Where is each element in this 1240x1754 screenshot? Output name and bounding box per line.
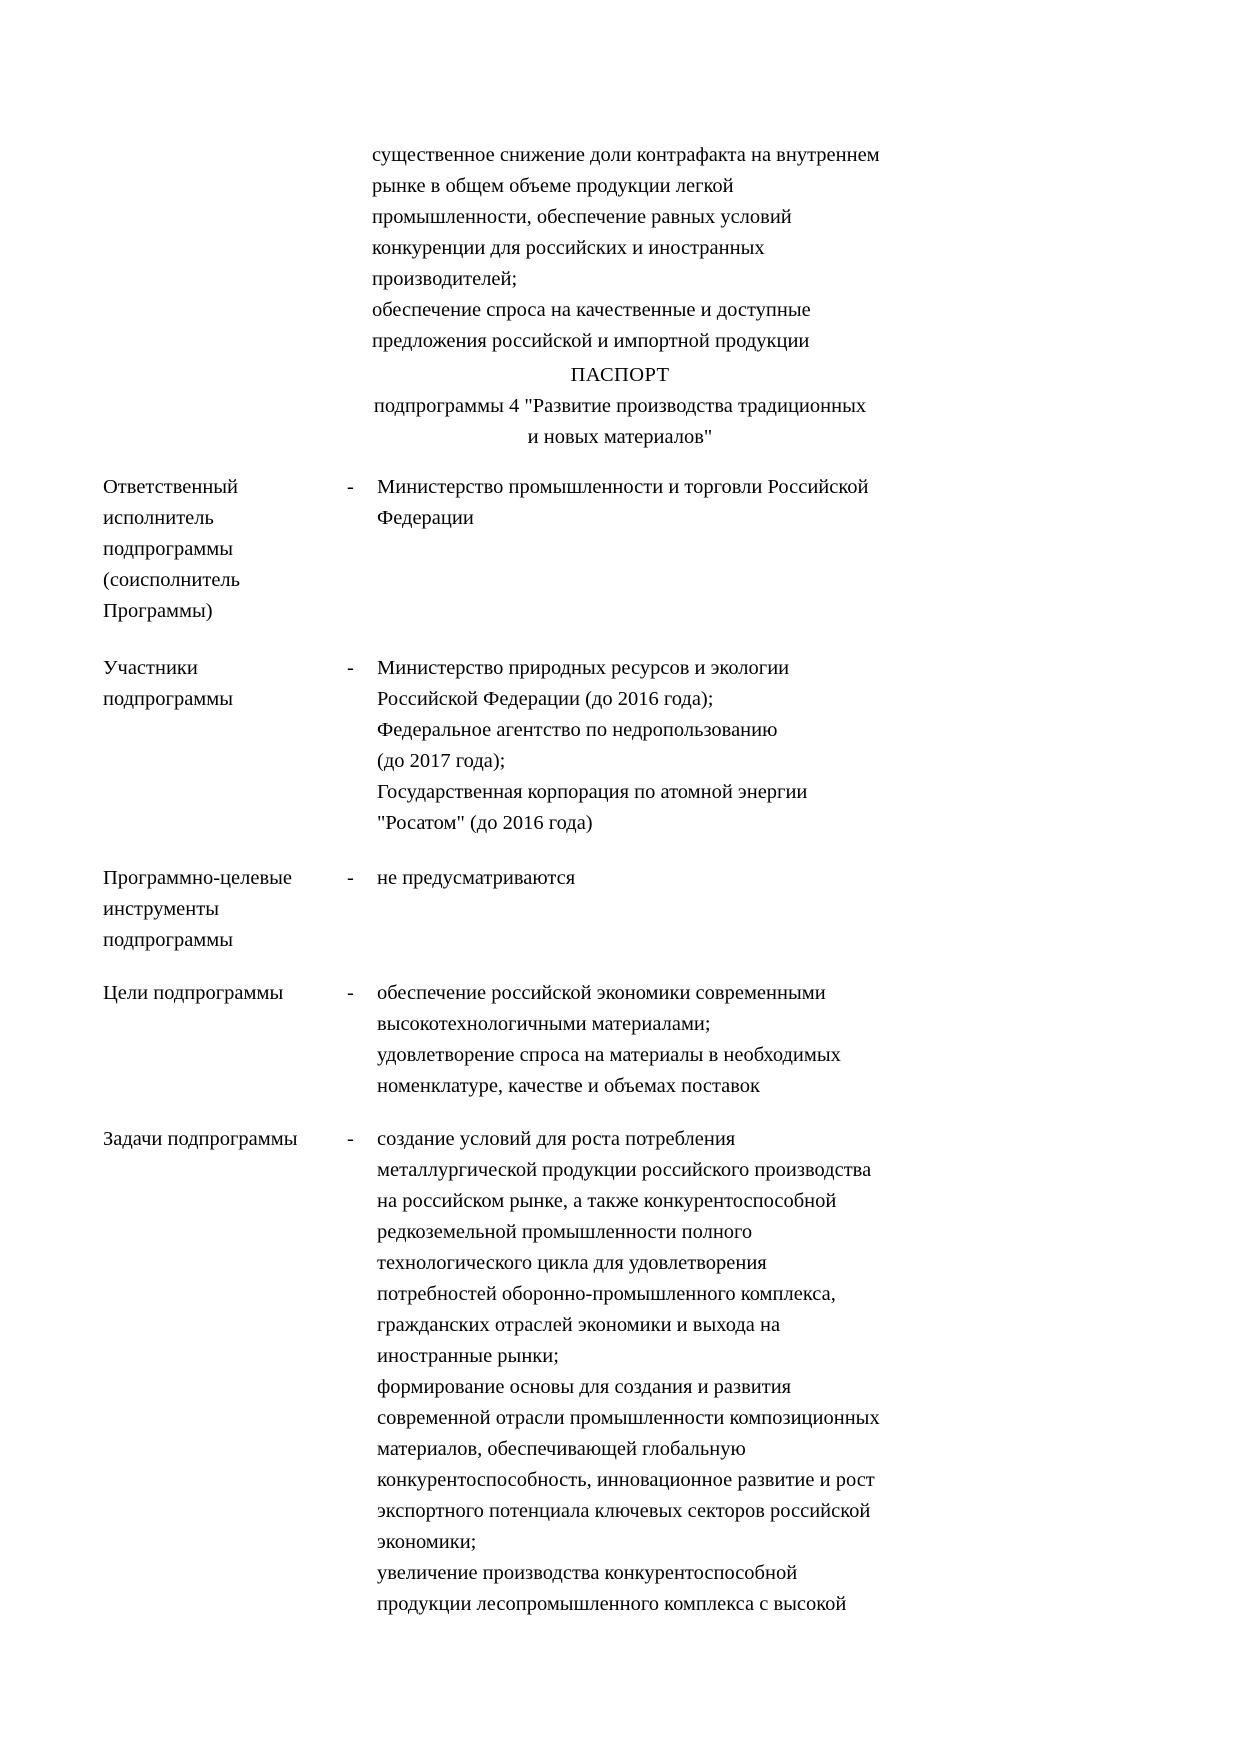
label-line: подпрограммы bbox=[103, 688, 234, 710]
value-line: гражданских отраслей экономики и выхода на bbox=[377, 1314, 781, 1336]
label-line: (соисполнитель bbox=[103, 569, 241, 591]
row-value-goals bbox=[377, 978, 1240, 1102]
label-line: Участники bbox=[103, 657, 198, 679]
label-line: подпрограммы bbox=[103, 538, 234, 560]
value-line: технологического цикла для удовлетворения bbox=[377, 1252, 767, 1274]
row-value-participants bbox=[377, 653, 1240, 839]
value-line: обеспечение российской экономики современными bbox=[377, 982, 826, 1004]
value-line: металлургической продукции российского производства bbox=[377, 1159, 872, 1181]
row-label-goals bbox=[103, 978, 343, 1009]
row-dash-separator: - bbox=[347, 657, 354, 679]
value-line: материалов, обеспечивающей глобальную bbox=[377, 1438, 746, 1460]
value-line: номенклатуре, качестве и объемах поставок bbox=[377, 1075, 761, 1097]
intro-line: рынке в общем объеме продукции легкой bbox=[372, 175, 734, 197]
passport-row-tasks bbox=[0, 1124, 1240, 1620]
value-line: высокотехнологичными материалами; bbox=[377, 1013, 711, 1035]
value-line: формирование основы для создания и развития bbox=[377, 1376, 792, 1398]
value-line: Федерации bbox=[377, 507, 474, 529]
passport-row-participants bbox=[0, 653, 1240, 839]
value-line: конкурентоспособность, инновационное развитие и рост bbox=[377, 1469, 875, 1491]
passport-title-block bbox=[0, 360, 1240, 453]
value-line: Министерство природных ресурсов и экологии bbox=[377, 657, 790, 679]
row-label-tasks bbox=[103, 1124, 343, 1155]
label-line: инструменты bbox=[103, 898, 219, 920]
row-dash-separator: - bbox=[347, 1128, 354, 1150]
row-label-responsible-executor bbox=[103, 472, 343, 627]
label-line: подпрограммы bbox=[103, 929, 234, 951]
value-line: увеличение производства конкурентоспособной bbox=[377, 1562, 798, 1584]
row-label-program-target-instruments bbox=[103, 863, 343, 956]
value-line: иностранные рынки; bbox=[377, 1345, 559, 1367]
row-label-participants bbox=[103, 653, 343, 715]
intro-line: промышленности, обеспечение равных условий bbox=[372, 206, 792, 228]
value-line: удовлетворение спроса на материалы в необходимых bbox=[377, 1044, 841, 1066]
intro-line: обеспечение спроса на качественные и доступные bbox=[372, 299, 811, 321]
label-line: Программы) bbox=[103, 600, 213, 622]
label-line: Цели подпрограммы bbox=[103, 982, 284, 1004]
row-dash-separator: - bbox=[347, 982, 354, 1004]
passport-row-goals bbox=[0, 978, 1240, 1102]
value-line: потребностей оборонно-промышленного комплекса, bbox=[377, 1283, 836, 1305]
intro-line: предложения российской и импортной продукции bbox=[372, 330, 810, 352]
page-title: ПАСПОРТ bbox=[570, 364, 670, 386]
intro-line: производителей; bbox=[372, 268, 518, 290]
value-line: современной отрасли промышленности композиционных bbox=[377, 1407, 880, 1429]
page-subtitle-line-1: подпрограммы 4 "Развитие производства традиционных bbox=[373, 395, 867, 417]
label-line: Задачи подпрограммы bbox=[103, 1128, 298, 1150]
value-line: не предусматриваются bbox=[377, 867, 576, 889]
label-line: Программно-целевые bbox=[103, 867, 293, 889]
value-line: продукции лесопромышленного комплекса с высокой bbox=[377, 1593, 847, 1615]
intro-paragraph bbox=[372, 140, 972, 357]
row-value-program-target-instruments bbox=[377, 863, 1240, 894]
passport-row-program-target-instruments bbox=[0, 863, 1240, 956]
value-line: "Росатом" (до 2016 года) bbox=[377, 812, 593, 834]
row-dash-separator: - bbox=[347, 867, 354, 889]
label-line: Ответственный bbox=[103, 476, 239, 498]
value-line: Государственная корпорация по атомной энергии bbox=[377, 781, 808, 803]
value-line: редкоземельной промышленности полного bbox=[377, 1221, 753, 1243]
value-line: экономики; bbox=[377, 1531, 477, 1553]
page-subtitle-line-2: и новых материалов" bbox=[527, 426, 713, 448]
value-line: (до 2017 года); bbox=[377, 750, 506, 772]
value-line: на российском рынке, а также конкурентоспособной bbox=[377, 1190, 837, 1212]
value-line: Российской Федерации (до 2016 года); bbox=[377, 688, 714, 710]
value-line: Министерство промышленности и торговли Российской bbox=[377, 476, 869, 498]
intro-line: существенное снижение доли контрафакта на внутреннем bbox=[372, 144, 880, 166]
row-value-responsible-executor bbox=[377, 472, 1240, 534]
row-dash-separator: - bbox=[347, 476, 354, 498]
passport-table bbox=[0, 472, 1240, 1620]
passport-row-responsible-executor bbox=[0, 472, 1240, 627]
value-line: экспортного потенциала ключевых секторов российской bbox=[377, 1500, 871, 1522]
value-line: Федеральное агентство по недропользованию bbox=[377, 719, 778, 741]
intro-line: конкуренции для российских и иностранных bbox=[372, 237, 765, 259]
label-line: исполнитель bbox=[103, 507, 214, 529]
row-value-tasks bbox=[377, 1124, 1240, 1620]
value-line: создание условий для роста потребления bbox=[377, 1128, 736, 1150]
